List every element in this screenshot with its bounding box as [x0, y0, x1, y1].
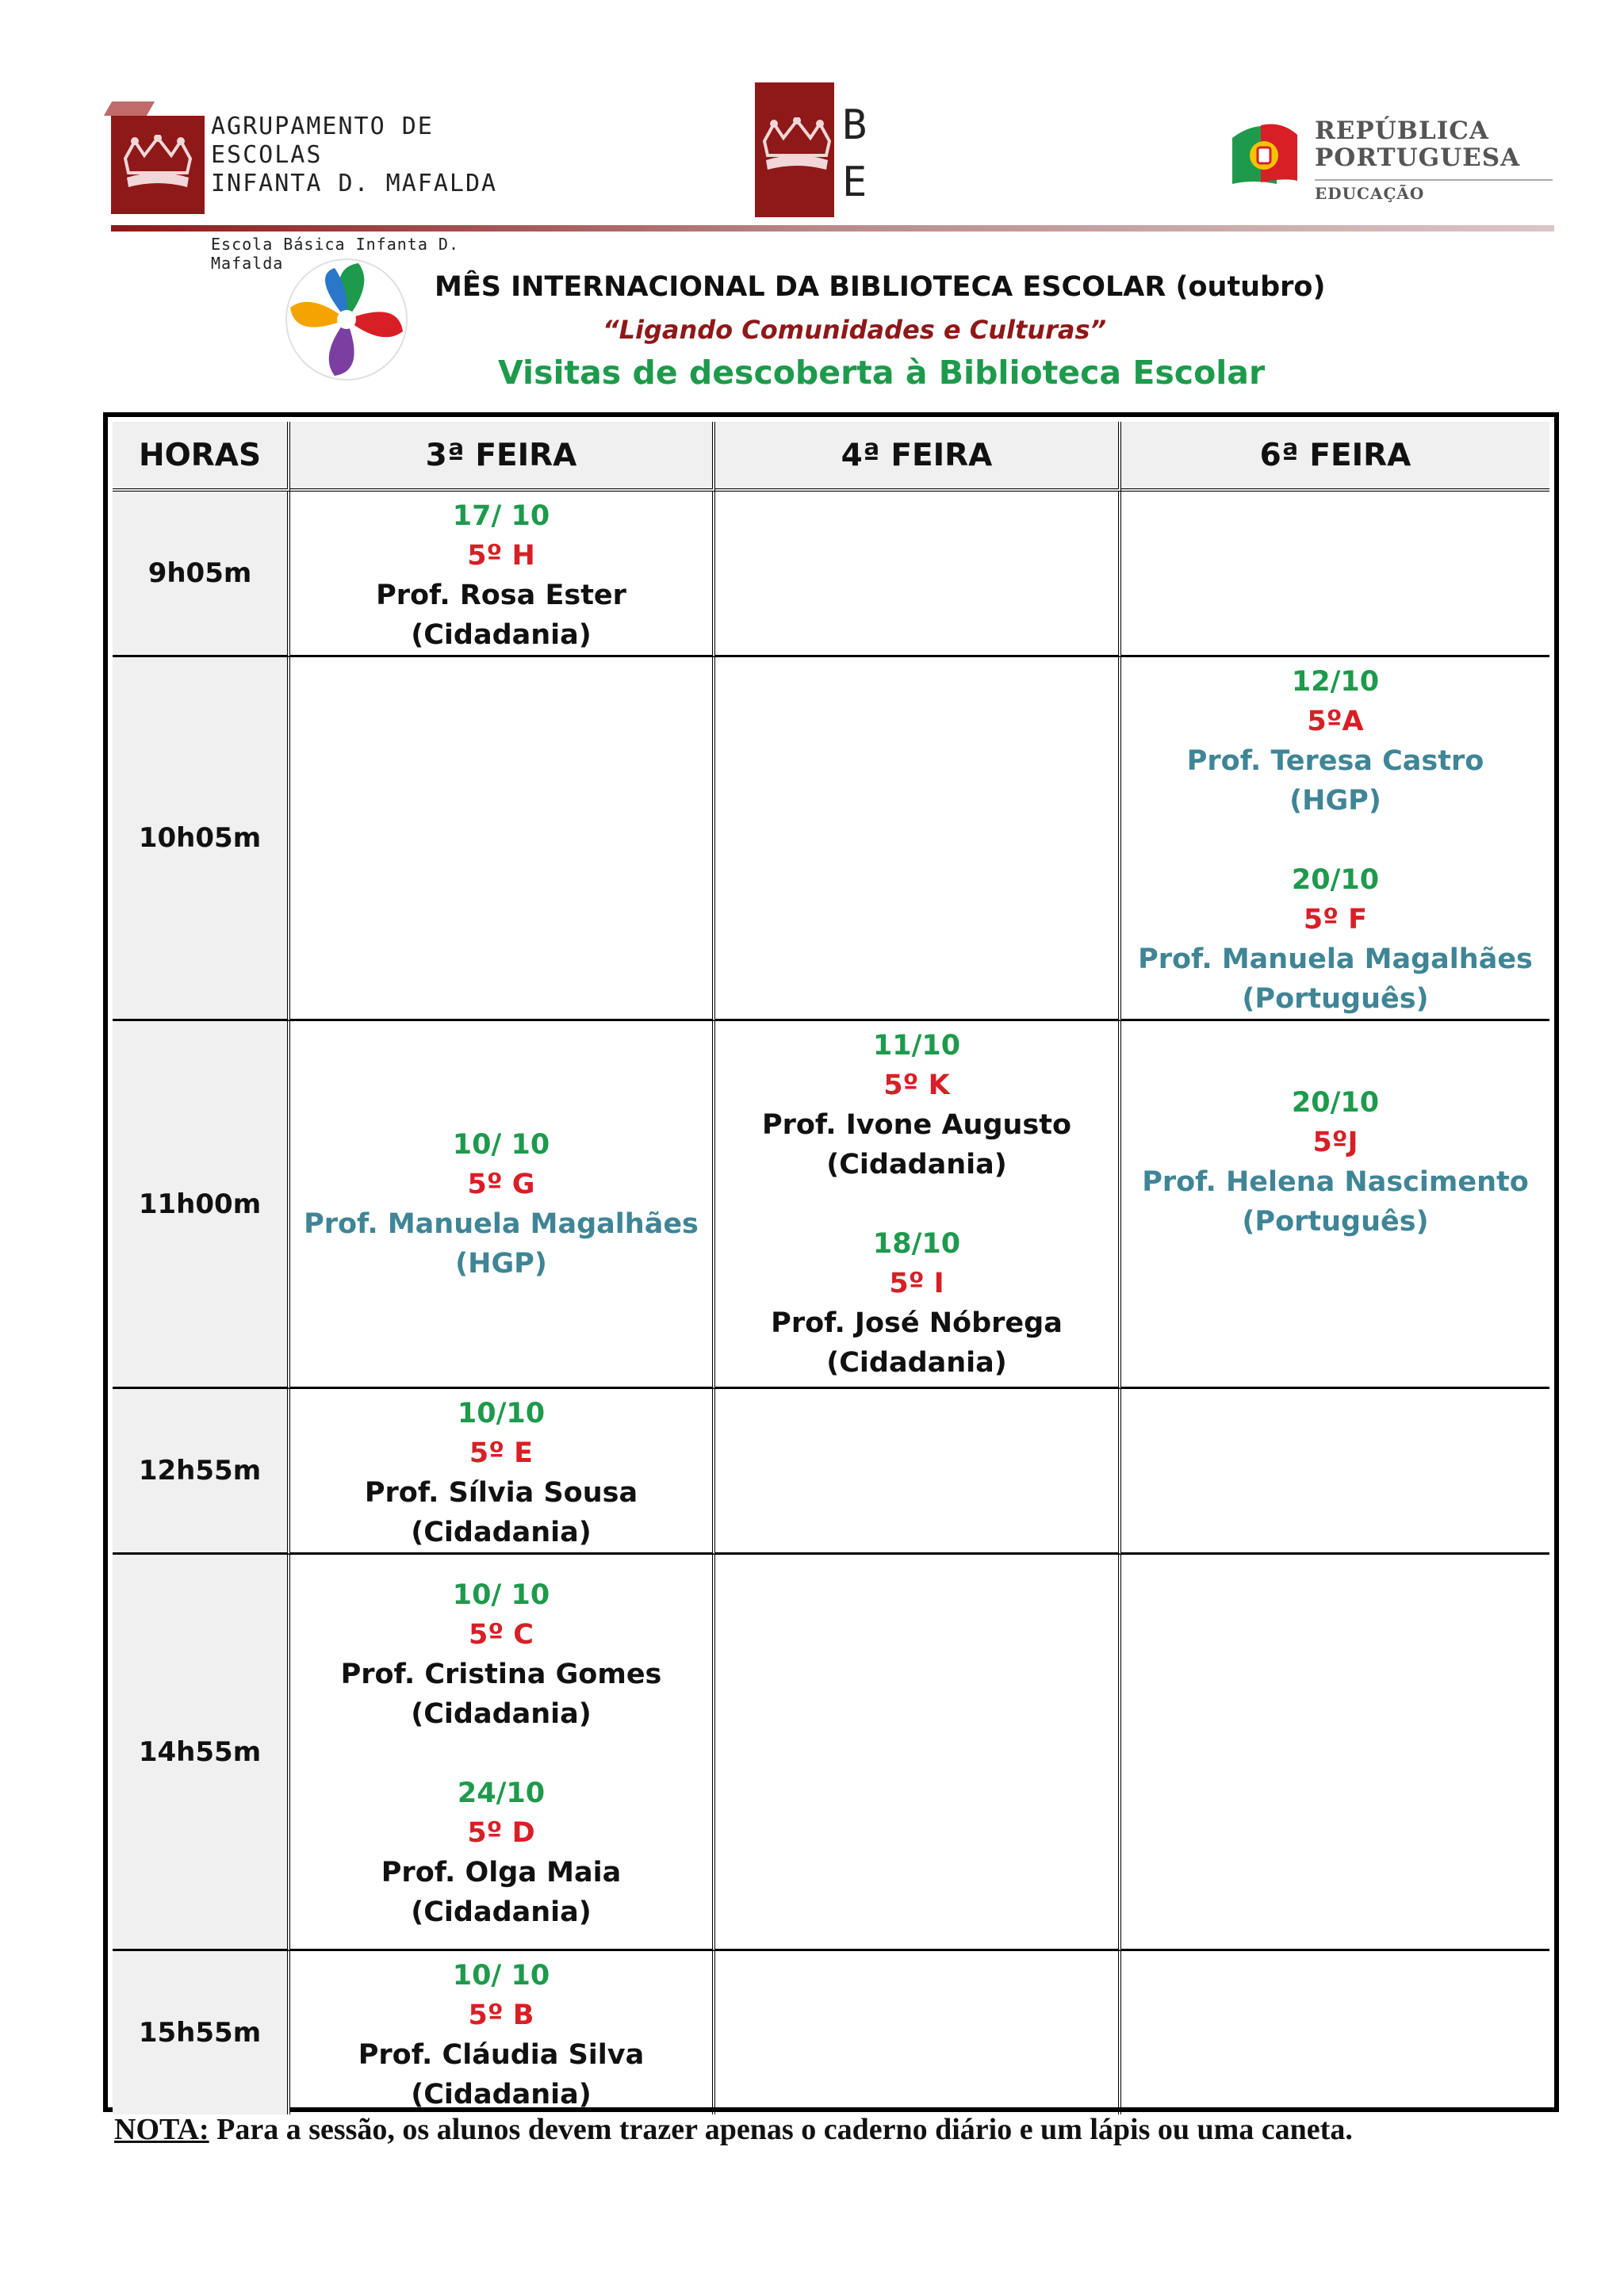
- visit-subject: (Cidadania): [411, 2079, 592, 2110]
- hour-cell: 12h55m: [113, 1389, 290, 1555]
- schedule-cell: [290, 1951, 715, 2114]
- schedule-cell-empty: [1121, 1555, 1549, 1951]
- visit-entry: [1121, 860, 1549, 1019]
- be-crest-icon: [755, 82, 834, 217]
- visit-subject: (Cidadania): [411, 619, 592, 651]
- visit-entry: [715, 1224, 1118, 1383]
- schedule-cell-empty: [715, 1389, 1121, 1555]
- visit-subject: (HGP): [1289, 785, 1381, 817]
- hour-cell: 14h55m: [113, 1555, 290, 1951]
- visit-teacher: Prof. Cláudia Silva: [358, 2039, 645, 2071]
- visit-teacher: Prof. Cristina Gomes: [340, 1659, 662, 1690]
- schedule-cell-empty: [290, 657, 715, 1021]
- visit-class: 5º G: [467, 1168, 535, 1200]
- visit-teacher: Prof. Teresa Castro: [1186, 745, 1484, 777]
- visit-class: 5º H: [467, 540, 535, 572]
- schedule-cell: [715, 1021, 1121, 1389]
- schedule-cell: [290, 1389, 715, 1555]
- visit-subject: (Português): [1242, 1206, 1429, 1238]
- schedule-cell-empty: [715, 492, 1121, 657]
- schedule-cell: [1121, 657, 1549, 1021]
- visit-date: 11/10: [872, 1030, 961, 1062]
- schedule-cell-empty: [1121, 1389, 1549, 1555]
- visit-date: 12/10: [1291, 666, 1380, 698]
- visit-date: 10/ 10: [452, 1128, 550, 1161]
- schedule-cell: [290, 1021, 715, 1389]
- visit-class: 5º C: [469, 1619, 534, 1651]
- schedule-cell-empty: [1121, 1951, 1549, 2114]
- table-row: [113, 492, 1549, 657]
- school-name-line2: INFANTA D. MAFALDA: [211, 170, 498, 197]
- visit-date: 10/ 10: [452, 1579, 550, 1611]
- page-heading: Visitas de descoberta à Biblioteca Escolar: [498, 354, 1266, 392]
- visit-teacher: Prof. José Nóbrega: [771, 1307, 1063, 1339]
- visit-teacher: Prof. Helena Nascimento: [1142, 1166, 1529, 1198]
- school-logo: [111, 98, 523, 273]
- note-text: Para a sessão, os alunos devem trazer apenas o caderno diário e um lápis ou uma caneta.: [209, 2113, 1353, 2146]
- be-letter-e: E: [842, 159, 868, 206]
- footer-note: [114, 2112, 1353, 2147]
- visit-subject: (Cidadania): [826, 1149, 1007, 1181]
- visit-date: 10/ 10: [452, 1960, 550, 1992]
- visit-class: 5º B: [468, 1999, 534, 2031]
- note-label: NOTA:: [114, 2113, 209, 2146]
- visit-date: 10/10: [457, 1398, 546, 1429]
- visit-teacher: Prof. Manuela Magalhães: [304, 1207, 699, 1240]
- visit-entry: [715, 1026, 1118, 1184]
- crown-crest-icon: [111, 116, 205, 214]
- visit-teacher: Prof. Manuela Magalhães: [1138, 943, 1533, 975]
- be-letter-b: B: [842, 101, 868, 149]
- visit-entry: [290, 1394, 712, 1552]
- visit-entry: [290, 1575, 712, 1734]
- visit-subject: (Português): [1242, 983, 1429, 1015]
- schedule-cell-empty: [715, 1951, 1121, 2114]
- visit-entry: [290, 1956, 712, 2114]
- visit-date: 20/10: [1291, 864, 1380, 896]
- visit-date: 18/10: [872, 1228, 961, 1260]
- visit-class: 5ºA: [1307, 706, 1364, 737]
- visit-subject: (Cidadania): [411, 1698, 592, 1730]
- visit-subject: (HGP): [455, 1247, 547, 1280]
- portugal-flag-icon: [1229, 122, 1299, 186]
- visit-class: 5º K: [883, 1070, 950, 1101]
- table-row: [113, 1389, 1549, 1555]
- schedule-cell-empty: [715, 1555, 1121, 1951]
- hour-cell: 11h00m: [113, 1021, 290, 1389]
- portuguesa-text: PORTUGUESA: [1315, 144, 1521, 172]
- visit-class: 5º D: [467, 1817, 535, 1849]
- schedule-cell-empty: [1121, 492, 1549, 657]
- republica-portuguesa-logo: [1229, 117, 1562, 212]
- visit-subject: (Cidadania): [826, 1347, 1007, 1379]
- hour-cell: 15h55m: [113, 1951, 290, 2114]
- republica-divider: [1315, 179, 1553, 181]
- visit-date: 20/10: [1291, 1087, 1380, 1119]
- republica-text: REPÚBLICA: [1315, 117, 1489, 145]
- visit-subject: (Cidadania): [411, 1517, 592, 1548]
- schedule-cell-empty: [715, 657, 1121, 1021]
- visit-teacher: Prof. Olga Maia: [381, 1857, 622, 1888]
- visit-entry: [290, 496, 712, 655]
- visit-entry: [290, 1125, 712, 1284]
- visit-class: 5ºJ: [1312, 1127, 1358, 1158]
- column-header-horas: HORAS: [113, 422, 290, 492]
- page-subtitle: “Ligando Comunidades e Culturas”: [603, 315, 1107, 345]
- hour-cell: 10h05m: [113, 657, 290, 1021]
- header-divider: [111, 225, 1554, 232]
- visit-entry: [290, 1774, 712, 1932]
- visit-teacher: Prof. Sílvia Sousa: [364, 1477, 638, 1509]
- table-row: [113, 1951, 1549, 2114]
- column-header-terca: 3ª FEIRA: [290, 422, 715, 492]
- visit-entry: [1121, 1083, 1549, 1242]
- visit-class: 5º E: [469, 1437, 534, 1469]
- schedule-table: [103, 412, 1559, 2112]
- educacao-text: EDUCAÇÃO: [1315, 184, 1425, 203]
- mibe-swirl-logo-icon: [279, 252, 414, 392]
- be-logo: [755, 82, 874, 225]
- school-name-line3: Escola Básica Infanta D. Mafalda: [211, 235, 459, 273]
- visit-date: 24/10: [457, 1777, 546, 1809]
- column-header-sexta: 6ª FEIRA: [1121, 422, 1549, 492]
- visit-class: 5º I: [889, 1268, 944, 1299]
- school-name-line1: AGRUPAMENTO DE ESCOLAS: [211, 113, 434, 169]
- schedule-cell: [290, 1555, 715, 1951]
- column-header-quarta: 4ª FEIRA: [715, 422, 1121, 492]
- visit-teacher: Prof. Rosa Ester: [376, 580, 626, 611]
- visit-class: 5º F: [1303, 904, 1368, 936]
- schedule-cell: [1121, 1021, 1549, 1389]
- table-header-row: [113, 422, 1549, 492]
- page-title: MÊS INTERNACIONAL DA BIBLIOTECA ESCOLAR (outubro): [435, 271, 1326, 303]
- visit-teacher: Prof. Ivone Augusto: [761, 1109, 1072, 1141]
- table-row: [113, 1021, 1549, 1389]
- visit-date: 17/ 10: [452, 500, 550, 532]
- visit-subject: (Cidadania): [411, 1896, 592, 1928]
- schedule-cell: [290, 492, 715, 657]
- hour-cell: 9h05m: [113, 492, 290, 657]
- table-row: [113, 1555, 1549, 1951]
- table-row: [113, 657, 1549, 1021]
- visit-entry: [1121, 662, 1549, 821]
